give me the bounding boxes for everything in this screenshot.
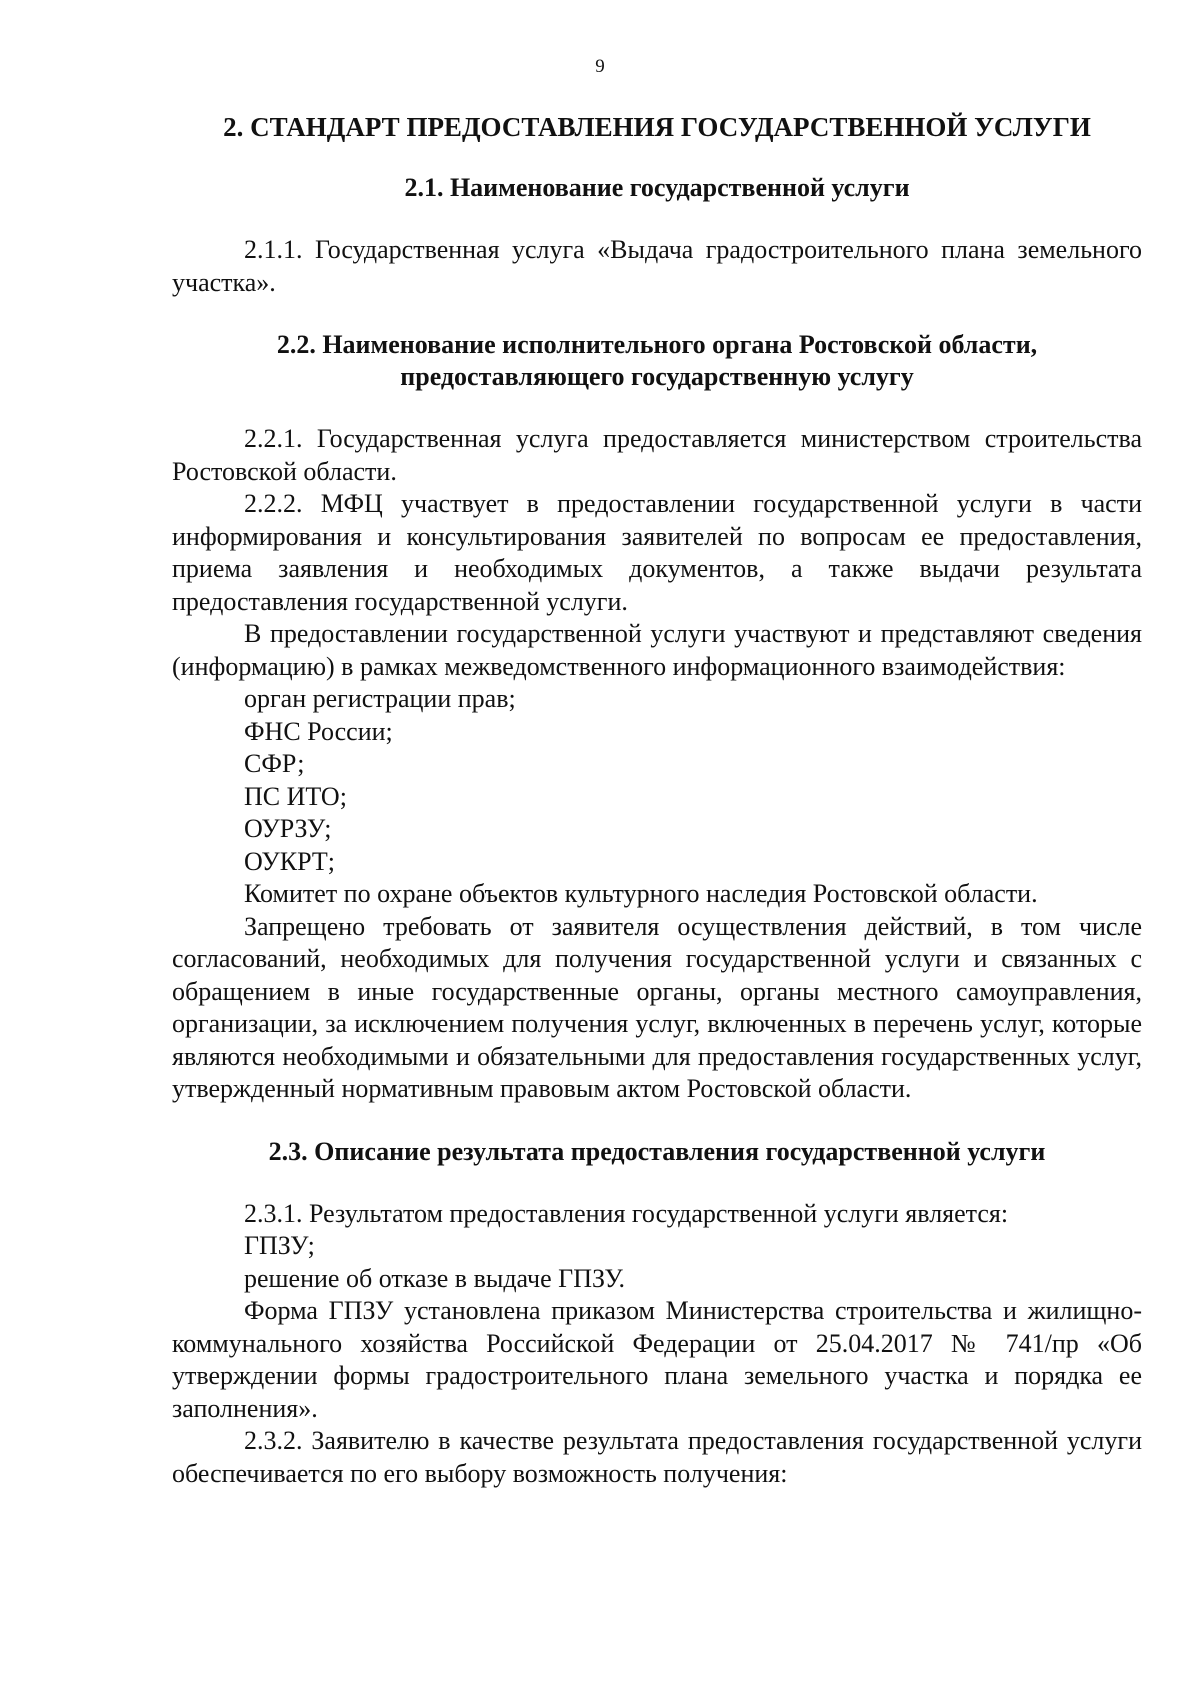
document-body bbox=[172, 110, 1142, 1490]
list-item: Комитет по охране объектов культурного наследия Ростовской области. bbox=[244, 879, 1038, 908]
section-title-2-2-line-2: предоставляющего государственную услугу bbox=[400, 362, 914, 391]
paragraph-prohibition: Запрещено требовать от заявителя осуществления действий, в том числе согласований, необходимых для получения государственной услуги и связанных с обращением в иные государственные органы, органы местного самоуправления, организации, за исключением получения услуг, включенных в перечень услуг, которые являются необходимыми и обязательными для предоставления государственных услуг, утвержденный нормативным правовым актом Ростовской области. bbox=[172, 911, 1142, 1103]
list-item: ОУРЗУ; bbox=[244, 814, 332, 843]
list-item: ФНС России; bbox=[244, 716, 393, 746]
paragraph-participants: В предоставлении государственной услуги участвуют и представляют сведения (информацию) в рамках межведомственного информационного взаимодействия: bbox=[172, 619, 1142, 681]
list-item: орган регистрации прав; bbox=[244, 684, 516, 713]
list-item: решение об отказе в выдаче ГПЗУ. bbox=[244, 1263, 626, 1293]
paragraph-2-3-1: 2.3.1. Результатом предоставления государственной услуги является: bbox=[244, 1198, 1009, 1228]
paragraph-2-3-2: 2.3.2. Заявителю в качестве результата предоставления государственной услуги обеспечивается по его выбору возможность получения: bbox=[172, 1426, 1142, 1488]
paragraph-2-2-1: 2.2.1. Государственная услуга предоставляется министерством строительства Ростовской области. bbox=[172, 424, 1142, 486]
paragraph-2-1-1: 2.1.1. Государственная услуга «Выдача градостроительного плана земельного участка». bbox=[172, 235, 1142, 297]
section-title-2-2 bbox=[172, 329, 1142, 393]
page-number: 9 bbox=[595, 56, 605, 77]
chapter-heading: 2. СТАНДАРТ ПРЕДОСТАВЛЕНИЯ ГОСУДАРСТВЕННОЙ УСЛУГИ bbox=[223, 112, 1091, 142]
section-title-2-3: 2.3. Описание результата предоставления государственной услуги bbox=[268, 1136, 1046, 1166]
list-item: СФР; bbox=[244, 749, 305, 778]
section-title-2-2-line-1: 2.2. Наименование исполнительного органа Ростовской области, bbox=[276, 330, 1038, 359]
list-item: ОУКРТ; bbox=[244, 846, 335, 876]
paragraph-gpzu-form: Форма ГПЗУ установлена приказом Министерства строительства и жилищно-коммунального хозяйства Российской Федерации от 25.04.2017 № 741/пр «Об утверждении формы градостроительного плана земельного участка и порядка ее заполнения». bbox=[172, 1296, 1142, 1423]
section-title-2-1: 2.1. Наименование государственной услуги bbox=[404, 173, 910, 202]
list-item: ГПЗУ; bbox=[244, 1231, 315, 1260]
paragraph-2-2-2: 2.2.2. МФЦ участвует в предоставлении государственной услуги в части информирования и консультирования заявителей по вопросам ее предоставления, приема заявления и необходимых документов, а также выдачи результата предоставления государственной услуги. bbox=[172, 489, 1142, 616]
list-item: ПС ИТО; bbox=[244, 781, 347, 811]
